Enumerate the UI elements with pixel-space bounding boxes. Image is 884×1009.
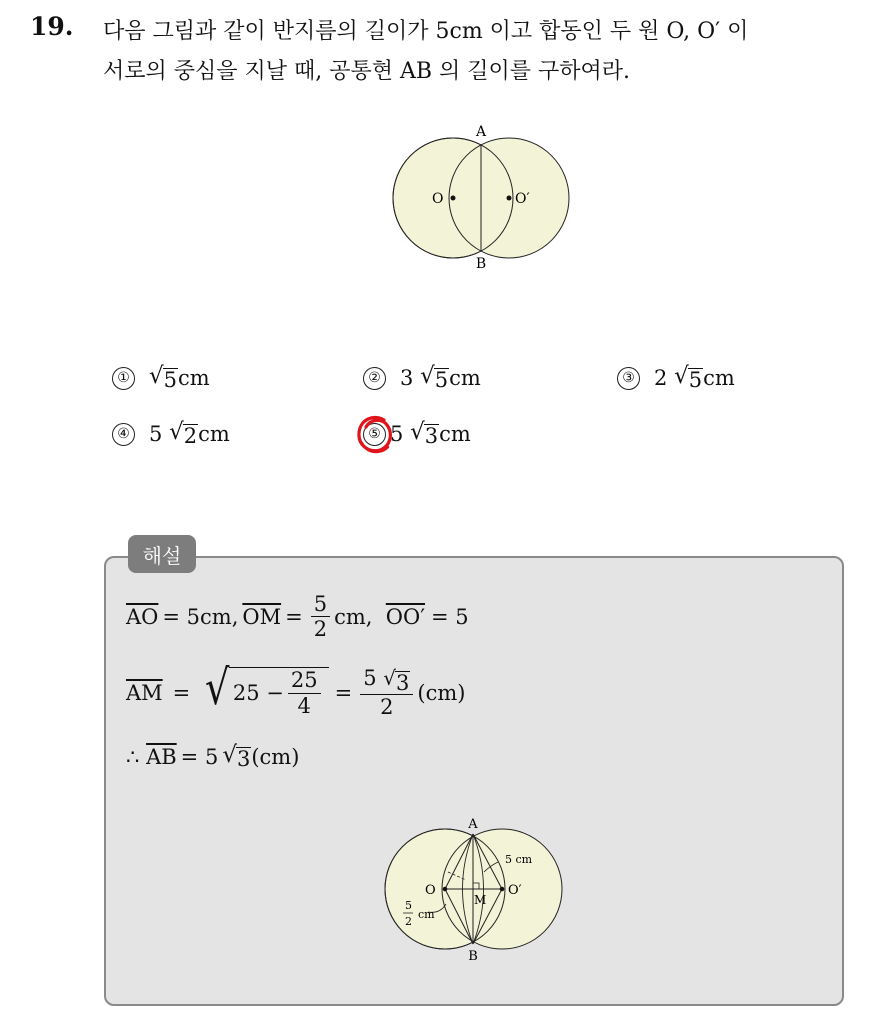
text: = [172, 680, 191, 705]
solution-line-1 [126, 592, 469, 641]
segment-ao: $\overline{AO}$ [126, 604, 159, 629]
therefore-symbol: ∴ [126, 745, 140, 770]
choice-1[interactable] [112, 365, 210, 391]
question-text-line1: 다음 그림과 같이 반지름의 길이가 5cm 이고 합동인 두 원 O, O′ 이 [103, 19, 749, 44]
text: = [285, 604, 303, 629]
choice-number: ① [112, 367, 135, 390]
label-half-unit: cm [418, 908, 435, 921]
label-o: O [432, 191, 444, 207]
segment-oop: OO′ [385, 604, 425, 629]
center-op-dot [507, 196, 512, 201]
text: = [334, 680, 353, 705]
solution-line-2 [126, 660, 466, 720]
text: (cm) [417, 680, 466, 705]
solution-tab: 해설 [128, 535, 196, 573]
two-circles-figure [385, 118, 575, 278]
sqrt: √ 2 [169, 419, 198, 448]
fraction: 5 √ 3 2 [360, 666, 413, 719]
choice-3[interactable] [617, 365, 735, 391]
choice-number: ④ [112, 423, 135, 446]
choice-unit: cm [178, 366, 210, 391]
fraction: $\frac{25}{4}$ [288, 668, 321, 717]
sqrt: √ 5 [420, 363, 449, 392]
sqrt: √ 3 [410, 419, 439, 448]
choice-4[interactable] [112, 421, 230, 447]
choice-unit: cm [703, 366, 735, 391]
label-op: O′ [515, 191, 530, 207]
label-b: B [475, 256, 487, 272]
text: 25 − [232, 681, 284, 706]
choice-unit: cm [449, 366, 481, 391]
label-a: A [475, 124, 487, 140]
text: = 5cm, [162, 604, 239, 629]
label-half-den: 2 [405, 915, 412, 928]
label-b: B [468, 949, 478, 964]
label-op: O′ [508, 883, 522, 898]
label-o: O [425, 883, 436, 898]
segment-am: $\overline{AM}$ [126, 680, 163, 705]
center-o-dot [451, 196, 456, 201]
sqrt: √ 5 [674, 363, 703, 392]
text: cm, [334, 604, 373, 629]
text: = 5 [180, 745, 219, 770]
text: (cm) [251, 745, 300, 770]
choice-2[interactable] [363, 365, 481, 391]
label-m: M [474, 893, 487, 907]
fraction: $\frac{5}{2}$ [311, 592, 330, 641]
solution-figure [380, 814, 570, 969]
text: = 5 [431, 604, 469, 629]
big-sqrt: √ 25 − $\frac{25}{4}$ [202, 667, 328, 717]
answer-circle-mark [354, 413, 398, 457]
solution-line-3 [126, 744, 299, 770]
sqrt: √ 5 [149, 363, 178, 392]
choice-coef: 3 [400, 366, 414, 391]
question-number: 19. [30, 12, 74, 41]
question-text-line2: 서로의 중심을 지날 때, 공통현 AB 의 길이를 구하여라. [103, 59, 631, 84]
label-half-num: 5 [405, 899, 412, 912]
choice-unit: cm [198, 422, 230, 447]
label-5cm: 5 cm [505, 853, 533, 866]
label-a: A [468, 817, 478, 832]
segment-om: $\overline{OM}$ [242, 604, 282, 629]
choice-coef: 5 [390, 422, 404, 447]
choice-coef: 5 [149, 422, 163, 447]
choice-number: ② [363, 367, 386, 390]
segment-ab: $\overline{AB}$ [146, 745, 177, 770]
choice-unit: cm [439, 422, 471, 447]
choice-number: ③ [617, 367, 640, 390]
choice-coef: 2 [654, 366, 668, 391]
choice-number: ⑤ [363, 423, 386, 446]
sqrt: √ 3 [222, 742, 251, 771]
